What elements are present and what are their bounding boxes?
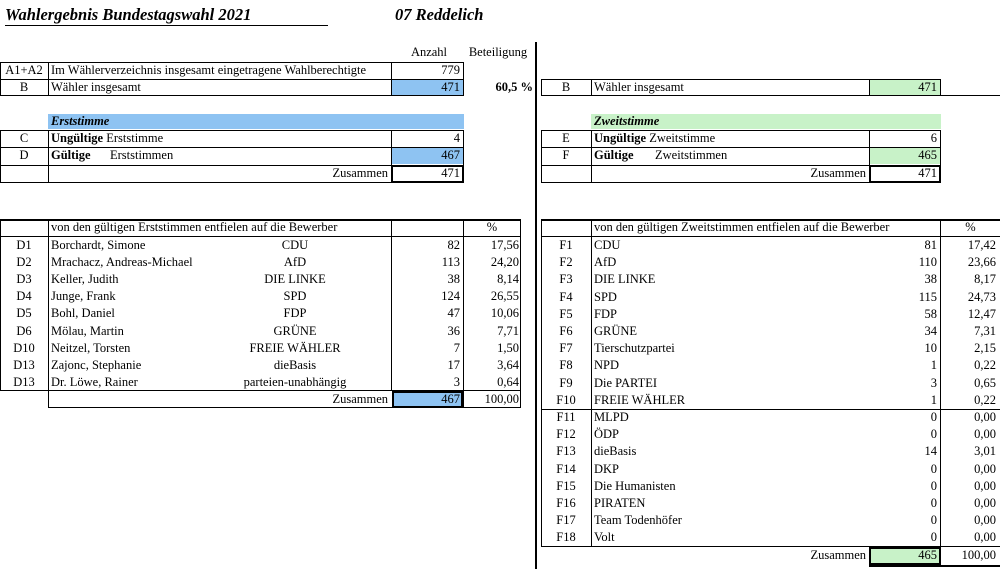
row-pct: 8,14	[497, 272, 519, 287]
row-votes: 7	[453, 340, 460, 355]
f-code: F	[562, 148, 570, 162]
row-code: F18	[556, 530, 576, 545]
zweit-pct-header: %	[965, 220, 976, 234]
col-divider	[591, 219, 592, 547]
b-label: Wähler insgesamt	[51, 80, 141, 94]
row-party: Team Todenhöfer	[594, 513, 682, 528]
row-code: F5	[559, 306, 573, 321]
row-pct: 7,31	[974, 324, 996, 338]
erst-zusammen-label: Zusammen	[332, 166, 388, 180]
row-party: SPD	[283, 289, 307, 304]
row-votes: 0	[930, 410, 937, 424]
erst-table-zusammen-label: Zusammen	[332, 392, 388, 406]
b-value: 471	[441, 80, 460, 94]
row-code: F4	[559, 289, 573, 304]
row-code: D5	[16, 306, 32, 321]
row-pct: 10,06	[490, 306, 519, 321]
c-code: C	[19, 131, 29, 145]
row-votes: 47	[447, 306, 460, 321]
row-code: F2	[559, 255, 573, 270]
row-code: D4	[16, 289, 32, 304]
row-votes: 113	[441, 255, 460, 270]
col-divider	[48, 130, 49, 183]
row-code: F7	[559, 341, 573, 356]
col-divider	[48, 62, 49, 96]
row-votes: 34	[924, 324, 937, 338]
col-divider	[591, 130, 592, 183]
row-code: F11	[556, 410, 576, 424]
d-label: Erststimmen	[110, 148, 174, 162]
c-label-bold: Ungültige	[51, 131, 104, 145]
row-code: F12	[556, 427, 576, 442]
title-underline	[5, 25, 328, 26]
row-votes: 1	[930, 358, 937, 373]
page-title: Wahlergebnis Bundestagswahl 2021	[5, 5, 252, 24]
row-party: CDU	[281, 238, 309, 252]
erst-heading-band	[48, 114, 464, 129]
c-value: 4	[453, 131, 460, 145]
row-votes: 17	[447, 357, 460, 372]
d-value: 467	[441, 148, 460, 162]
row-party: parteien-unabhängig	[243, 374, 347, 389]
row-code: F8	[559, 358, 573, 373]
row-party: GRÜNE	[594, 324, 638, 338]
row-party: FREIE WÄHLER	[594, 392, 686, 407]
c-label-text: Erststimme	[103, 131, 164, 145]
row-votes: 81	[924, 238, 937, 252]
row-votes: 0	[930, 530, 937, 545]
row-votes: 36	[447, 323, 460, 338]
row-votes: 82	[447, 238, 460, 252]
row-name: Zajonc, Stephanie	[51, 357, 142, 372]
erst-heading: Erststimme	[51, 114, 110, 128]
row-party: MLPD	[594, 410, 629, 424]
row-votes: 38	[924, 272, 937, 287]
col-anzahl: Anzahl	[410, 45, 448, 59]
row-pct: 0,00	[974, 496, 996, 510]
row-party: AfD	[594, 255, 617, 270]
zweit-table-header: von den gültigen Zweitstimmen entfielen auf die Bewerber	[594, 220, 890, 234]
row-pct: 0,22	[974, 392, 996, 407]
row-pct: 0,00	[974, 513, 996, 528]
row-party: Die PARTEI	[594, 375, 658, 390]
row-votes: 0	[930, 461, 937, 476]
zweit-table-zusammen-label: Zusammen	[810, 548, 866, 562]
col-beteiligung: Beteiligung	[468, 45, 528, 59]
row-code: D10	[13, 340, 35, 355]
row-pct: 0,65	[974, 375, 996, 390]
d-code: D	[19, 148, 29, 162]
row-party: AfD	[283, 255, 307, 270]
row-pct: 0,00	[974, 530, 996, 545]
row-code: D13	[13, 357, 35, 372]
b2-label: Wähler insgesamt	[594, 80, 684, 94]
f-label-bold: Gültige	[594, 148, 634, 162]
row-code: F10	[556, 392, 576, 407]
row-pct: 3,64	[497, 357, 519, 372]
row-party: Volt	[594, 530, 615, 545]
row-pct: 2,15	[974, 341, 996, 356]
row-party: CDU	[594, 238, 621, 252]
row-party: DIE LINKE	[264, 272, 326, 287]
row-votes: 3	[453, 374, 460, 389]
row-name: Bohl, Daniel	[51, 306, 115, 321]
row-party: NPD	[594, 358, 620, 373]
f-label: Zweitstimmen	[655, 148, 728, 162]
bottom-line	[869, 565, 1000, 567]
row-party: dieBasis	[594, 444, 637, 459]
row-name: Neitzel, Torsten	[51, 340, 131, 355]
row-pct: 0,00	[974, 478, 996, 493]
row-party: dieBasis	[273, 357, 317, 372]
row-party: ÖDP	[594, 427, 620, 442]
row-pct: 12,47	[967, 306, 996, 321]
zweit-zusammen-value: 471	[918, 166, 937, 180]
row-name: Mrachacz, Andreas-Michael	[51, 255, 193, 270]
zweit-table-zusammen-votes: 465	[918, 548, 937, 562]
row-votes: 38	[447, 272, 460, 287]
row-code: F3	[559, 272, 573, 287]
row-pct: 7,71	[497, 323, 519, 338]
row-name: Borchardt, Simone	[51, 238, 146, 252]
row-party: DKP	[594, 461, 620, 476]
a-value: 779	[441, 63, 460, 77]
row-party: PIRATEN	[594, 496, 646, 510]
b-code: B	[19, 80, 29, 94]
erst-table-zusammen-pct: 100,00	[484, 392, 519, 406]
row-votes: 3	[930, 375, 937, 390]
col-divider	[591, 79, 592, 96]
row-votes: 124	[441, 289, 460, 304]
row-party: Die Humanisten	[594, 478, 676, 493]
zweit-heading: Zweitstimme	[594, 114, 660, 128]
row-pct: 23,66	[967, 255, 996, 270]
b2-value: 471	[918, 80, 937, 94]
row-code: F16	[556, 496, 576, 510]
row-votes: 115	[918, 289, 937, 304]
row-votes: 14	[924, 444, 937, 459]
row-votes: 0	[930, 478, 937, 493]
col-divider	[48, 219, 49, 408]
row-party: FREIE WÄHLER	[249, 340, 341, 355]
row-name: Junge, Frank	[51, 289, 116, 304]
row-code: D13	[13, 374, 35, 389]
row-votes: 1	[930, 392, 937, 407]
row-code: F9	[559, 375, 573, 390]
e-label-text: Zweitstimme	[646, 131, 716, 145]
c-label	[51, 130, 163, 147]
row-code: F14	[556, 461, 576, 476]
zweit-zusammen-label: Zusammen	[810, 166, 866, 180]
row-name: Dr. Löwe, Rainer	[51, 374, 138, 389]
row-votes: 10	[924, 341, 937, 356]
a-label: Im Wählerverzeichnis insgesamt eingetragene Wahlberechtigte	[51, 63, 367, 77]
zweit-table-zusammen-pct: 100,00	[961, 548, 996, 562]
row-pct: 0,22	[974, 358, 996, 373]
f-value: 465	[918, 148, 937, 162]
row-pct: 26,55	[490, 289, 519, 304]
row-code: F1	[559, 238, 573, 252]
row-name: Keller, Judith	[51, 272, 119, 287]
row-code: D2	[16, 255, 32, 270]
row-pct: 0,00	[974, 461, 996, 476]
row-pct: 24,20	[490, 255, 519, 270]
e-label	[594, 130, 715, 147]
row-party: Tierschutzpartei	[594, 341, 675, 356]
row-pct: 1,50	[497, 340, 519, 355]
row-pct: 17,42	[967, 238, 996, 252]
row-code: F17	[556, 513, 576, 528]
a-code: A1+A2	[5, 63, 43, 77]
e-code: E	[562, 131, 570, 145]
row-votes: 110	[918, 255, 937, 270]
row-votes: 58	[924, 306, 937, 321]
beteiligung-value: 60,5 %	[495, 80, 533, 94]
row-pct: 0,00	[974, 427, 996, 442]
row-code: D1	[16, 238, 32, 252]
row-code: F6	[559, 324, 573, 338]
d-label-bold: Gültige	[51, 148, 91, 162]
e-label-bold: Ungültige	[594, 131, 647, 145]
e-value: 6	[930, 131, 937, 145]
col-divider	[520, 391, 521, 408]
row-code: F15	[556, 478, 576, 493]
erst-pct-header: %	[486, 220, 498, 234]
row-votes: 0	[930, 427, 937, 442]
row-votes: 0	[930, 513, 937, 528]
row-pct: 0,64	[497, 374, 519, 389]
row-code: D3	[16, 272, 32, 287]
row-name: Mölau, Martin	[51, 323, 124, 338]
erst-table-header: von den gültigen Erststimmen entfielen auf die Bewerber	[51, 220, 338, 234]
row-code: F13	[556, 444, 576, 459]
district-title: 07 Reddelich	[395, 5, 484, 24]
erst-zusammen-value: 471	[441, 166, 460, 180]
row-pct: 3,01	[974, 444, 996, 459]
row-party: GRÜNE	[273, 323, 317, 338]
row-pct: 8,17	[974, 272, 996, 287]
row-pct: 17,56	[490, 238, 519, 252]
row-party: SPD	[594, 289, 617, 304]
row-pct: 0,00	[974, 410, 996, 424]
erst-table-zusammen-votes: 467	[441, 392, 460, 406]
row-party: FDP	[594, 306, 617, 321]
row-party: DIE LINKE	[594, 272, 656, 287]
b2-code: B	[561, 80, 571, 94]
row-extend-line	[941, 95, 1000, 96]
row-pct: 24,73	[967, 289, 996, 304]
row-code: D6	[16, 323, 32, 338]
row-party: FDP	[283, 306, 307, 321]
row-votes: 0	[930, 496, 937, 510]
center-divider	[535, 42, 537, 569]
